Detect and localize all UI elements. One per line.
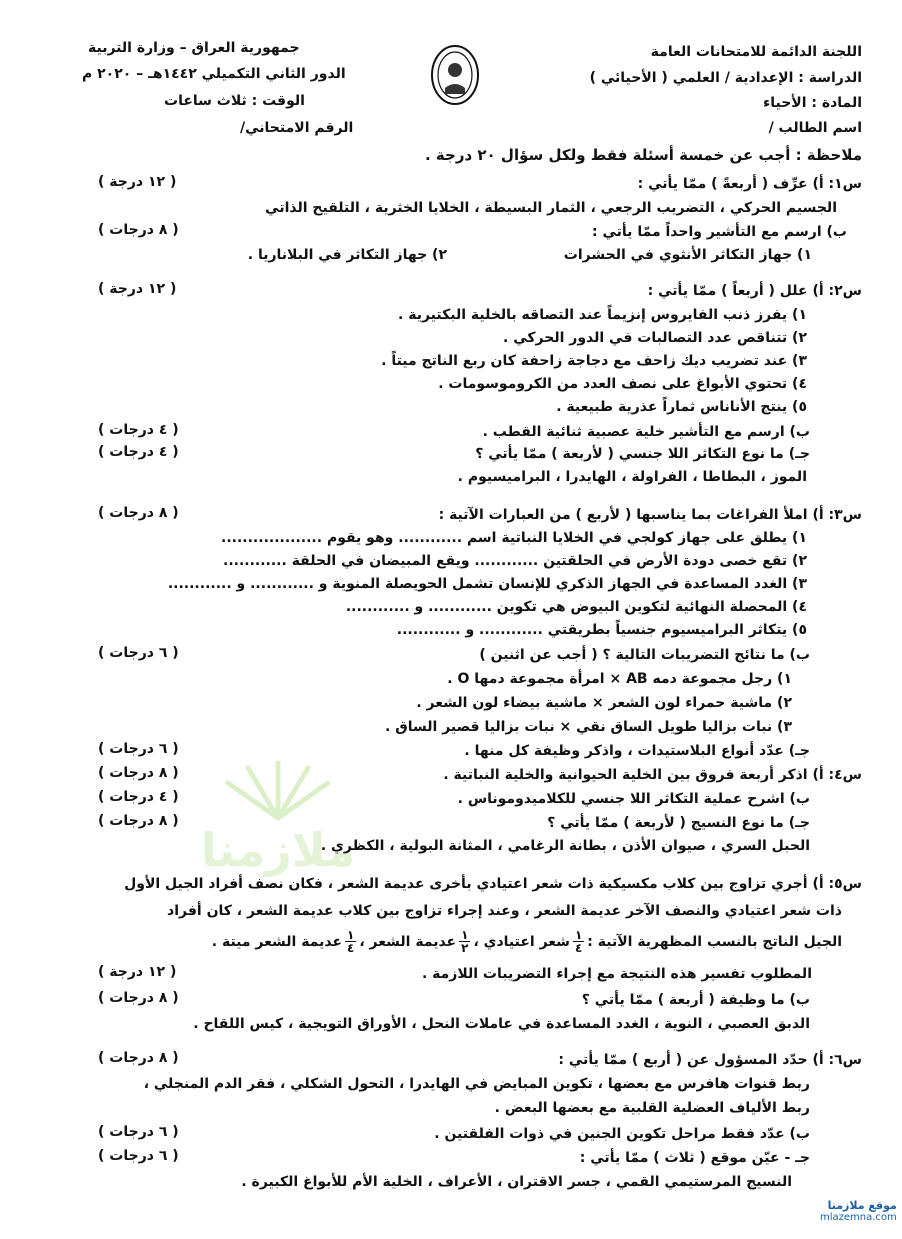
q1-b-item-1: ١) جهاز التكاثر الأنثوي في الحشرات bbox=[563, 247, 812, 263]
q3-a-item-3: ٣) الغدد المساعدة في الجهاز الذكري للإنسان تشمل الحويصلة المنوية و ............ و ............ bbox=[167, 576, 807, 592]
site-logo[interactable] bbox=[820, 1198, 902, 1224]
q6-a: س٦: أ) حدّد المسؤول عن ( أربع ) ممّا يأتي : bbox=[558, 1052, 862, 1068]
q2-a: س٢: أ) علل ( أربعاً ) ممّا يأتي : bbox=[647, 283, 862, 299]
q4-b: ب) اشرح عملية التكاثر اللا جنسي للكلاميدوموناس . bbox=[457, 791, 810, 807]
q3-b-marks: ( ٦ درجات ) bbox=[98, 645, 179, 661]
q2-a-item-2: ٢) تتناقص عدد التصالبات في الدور الحركي . bbox=[503, 330, 807, 346]
q6-b: ب) عدّد فقط مراحل تكوين الجنين في ذوات الفلقتين . bbox=[434, 1126, 810, 1142]
q4-a-marks: ( ٨ درجات ) bbox=[98, 765, 179, 781]
site-logo-arabic: موقع ملازمنا bbox=[827, 1199, 897, 1212]
q5-fraction-3: $\frac{١}{٤}$ bbox=[347, 928, 355, 955]
q5-a-line3 bbox=[212, 929, 842, 954]
q5-b: ب) ما وظيفة ( أربعة ) ممّا يأتي ؟ bbox=[581, 992, 810, 1008]
q6-a-marks: ( ٨ درجات ) bbox=[98, 1050, 179, 1066]
q3-b-item-2: ٢) ماشية حمراء لون الشعر × ماشية بيضاء لون الشعر . bbox=[416, 695, 792, 711]
q2-c: جـ) ما نوع التكاثر اللا جنسي ( لأربعة ) ممّا يأتي ؟ bbox=[475, 446, 810, 462]
q1-b-item-2: ٢) جهاز التكاثر في البلاناريا . bbox=[247, 247, 447, 263]
q5-ratio-3-label: عديمة الشعر ميتة . bbox=[211, 933, 343, 950]
q1-a-items: الجسيم الحركي ، التضريب الرجعي ، الثمار البسيطة ، الخلايا الخثرية ، التلقيح الذاتي bbox=[265, 200, 837, 216]
q2-a-item-3: ٣) عند تضريب ديك زاحف مع دجاجة زاحفة كان ربع الناتج ميتاً . bbox=[381, 353, 807, 369]
student-name-label: اسم الطالب / bbox=[768, 120, 862, 136]
q5-fraction-1: $\frac{١}{٤}$ bbox=[574, 928, 583, 955]
q5-b-marks: ( ٨ درجات ) bbox=[98, 990, 179, 1006]
q1-b: ب) ارسم مع التأشير واحداً ممّا يأتي : bbox=[592, 224, 847, 240]
q5-fraction-2: $\frac{١}{٢}$ bbox=[461, 928, 469, 955]
subject: المادة : الأحياء bbox=[763, 95, 862, 111]
q2-b: ب) ارسم مع التأشير خلية عصبية ثنائية القطب . bbox=[482, 424, 810, 440]
study-stream: الدراسة : الإعدادية / العلمي ( الأحيائي ) bbox=[589, 70, 862, 86]
watermark-text: ملازمنا bbox=[200, 823, 356, 877]
q3-a-item-4: ٤) المحصلة النهائية لتكوين البيوض هي تكوين ............ و ............ bbox=[345, 599, 807, 615]
exam-note: ملاحظة : أجب عن خمسة أسئلة فقط ولكل سؤال ٢٠ درجة . bbox=[425, 146, 862, 164]
exam-number-label: الرقم الامتحاني/ bbox=[240, 120, 354, 136]
q6-a-items-2: ربط الألياف العضلية القلبية مع بعضها البعض . bbox=[494, 1100, 810, 1116]
q2-a-item-5: ٥) ينتج الأناناس ثماراً عذرية طبيعية . bbox=[556, 399, 807, 415]
q6-c-items: النسيج المرستيمي القمي ، جسر الاقتران ، الأعراف ، الخلية الأم للأبواغ الكبيرة . bbox=[241, 1174, 792, 1190]
q6-c-marks: ( ٦ درجات ) bbox=[98, 1148, 179, 1164]
q3-c-marks: ( ٦ درجات ) bbox=[98, 741, 179, 757]
q5-a-marks: ( ١٢ درجة ) bbox=[98, 964, 177, 980]
q1-b-marks: ( ٨ درجات ) bbox=[98, 222, 179, 238]
q2-a-item-1: ١) يفرز ذنب الفايروس إنزيماً عند التصاقه بالخلية البكتيرية . bbox=[398, 307, 807, 323]
q3-b: ب) ما نتائج التضريبات التالية ؟ ( أجب عن اثنين ) bbox=[479, 647, 810, 663]
committee-name: اللجنة الدائمة للامتحانات العامة bbox=[650, 44, 862, 60]
q5-ratio-2-label: عديمة الشعر ، bbox=[359, 933, 457, 950]
q3-a-item-1: ١) يطلق على جهاز كولجي في الخلايا النباتية اسم ............ وهو يقوم ................... bbox=[221, 530, 807, 546]
q5-a-line2: ذات شعر اعتيادي والنصف الآخر عديمة الشعر ، وعند إجراء تزاوج بين كلاب عديمة الشعر ، كان أفراد bbox=[167, 903, 842, 919]
q4-c: جـ) ما نوع النسيج ( لأربعة ) ممّا يأتي ؟ bbox=[547, 815, 810, 831]
exam-duration: الوقت : ثلاث ساعات bbox=[164, 93, 305, 109]
q4-a: س٤: أ) اذكر أربعة فروق بين الخلية الحيوانية والخلية النباتية . bbox=[443, 767, 862, 783]
q5-a-line1: س٥: أ) أجري تزاوج بين كلاب مكسيكية ذات شعر اعتيادي بأخرى عديمة الشعر ، فكان نصف أفراد الجيل الأول bbox=[124, 876, 862, 892]
q5-b-items: الدبق العصبي ، النوية ، الغدد المساعدة في عاملات النحل ، الأوراق التويجية ، كيس اللقاح . bbox=[193, 1016, 810, 1032]
q6-c: جـ - عيّن موقع ( ثلاث ) ممّا يأتي : bbox=[579, 1150, 810, 1166]
q1-a: س١: أ) عرِّف ( أربعةً ) ممّا يأتي : bbox=[637, 176, 862, 192]
q3-a-item-2: ٢) تقع خصى دودة الأرض في الحلقتين ............ ويقع المبيضان في الحلقة ............ bbox=[223, 553, 807, 569]
q3-c: جـ) عدّد أنواع البلاستيدات ، واذكر وظيفة كل منها . bbox=[464, 743, 810, 759]
q6-b-marks: ( ٦ درجات ) bbox=[98, 1124, 179, 1140]
q3-a-item-5: ٥) يتكاثر البراميسيوم جنسياً بطريقتي ............ و ............ bbox=[396, 622, 807, 638]
q1-a-marks: ( ١٢ درجة ) bbox=[98, 174, 177, 190]
q5-ratio-1-label: شعر اعتيادي ، bbox=[473, 933, 570, 950]
q2-c-marks: ( ٤ درجات ) bbox=[98, 444, 179, 460]
q2-b-marks: ( ٤ درجات ) bbox=[98, 422, 179, 438]
q4-b-marks: ( ٤ درجات ) bbox=[98, 789, 179, 805]
exam-session: الدور الثاني التكميلي ١٤٤٢هـ – ٢٠٢٠ م bbox=[82, 66, 346, 82]
q4-c-marks: ( ٨ درجات ) bbox=[98, 813, 179, 829]
q3-b-item-1: ١) رجل مجموعة دمه AB × امرأة مجموعة دمها O . bbox=[447, 671, 792, 687]
q2-a-item-4: ٤) تحتوي الأبواغ على نصف العدد من الكروموسومات . bbox=[438, 376, 807, 392]
q5-a-required: المطلوب تفسير هذه النتيجة مع إجراء التضريبات اللازمة . bbox=[421, 966, 812, 982]
q3-b-item-3: ٣) نبات بزاليا طويل الساق نقي × نبات بزاليا قصير الساق . bbox=[385, 719, 792, 735]
q3-a: س٣: أ) املأ الفراغات بما يناسبها ( لأربع ) من العبارات الآتية : bbox=[438, 507, 862, 523]
q3-a-marks: ( ٨ درجات ) bbox=[98, 505, 179, 521]
q2-a-marks: ( ١٢ درجة ) bbox=[98, 281, 177, 297]
q2-c-items: الموز ، البطاطا ، الفراولة ، الهايدرا ، البراميسيوم . bbox=[457, 469, 807, 485]
q4-c-items: الحبل السري ، صيوان الأذن ، بطانة الرغامي ، المثانة البولية ، الكظري . bbox=[320, 838, 810, 854]
ministry-seal-icon bbox=[430, 44, 480, 106]
republic-ministry: جمهورية العراق – وزارة التربية bbox=[88, 40, 300, 56]
site-logo-url: mlazemna.com bbox=[820, 1212, 897, 1223]
q6-a-items-1: ربط قنوات هافرس مع بعضها ، تكوين المبايض في الهايدرا ، التحول الشكلي ، فقر الدم المنجلي ، bbox=[143, 1076, 810, 1092]
q5-a-line3-start: الجيل الناتج بالنسب المظهرية الآتية : bbox=[587, 933, 842, 950]
